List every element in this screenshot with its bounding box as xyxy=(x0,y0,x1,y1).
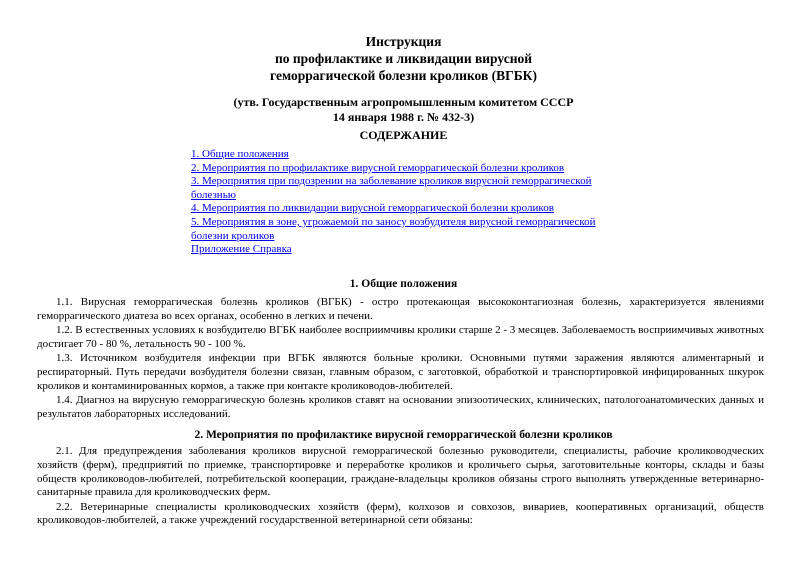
toc-link-threat-zone[interactable]: 5. Мероприятия в зоне, угрожаемой по заносу возбудителя вирусной геморрагической болезни кроликов xyxy=(191,215,596,242)
document-title xyxy=(0,33,807,84)
section-2-title: 2. Мероприятия по профилактике вирусной геморрагической болезни кроликов xyxy=(194,429,613,441)
approval-line: (утв. Государственным агропромышленным комитетом СССР xyxy=(233,95,574,109)
section-1-body xyxy=(37,296,764,422)
table-of-contents xyxy=(191,148,611,257)
toc-link-general[interactable]: 1. Общие положения xyxy=(191,148,289,160)
toc-link-prevention[interactable]: 2. Мероприятия по профилактике вирусной геморрагической болезни кроликов xyxy=(191,161,565,174)
toc-link-appendix[interactable]: Приложение Справка xyxy=(191,243,292,256)
paragraph: 2.2. Ветеринарные специалисты кролиководческих хозяйств (ферм), колхозов и совхозов, вивариев, кооперативных организаций, обществ кролиководов-любителей, а также учреждений государственной ветеринарной сети обязаны: xyxy=(37,500,764,527)
section-1-title: 1. Общие положения xyxy=(349,278,458,290)
section-2-body xyxy=(37,445,764,529)
title-line: Инструкция xyxy=(365,34,442,49)
paragraph: 1.4. Диагноз на вирусную геморрагическую болезнь кроликов ставят на основании эпизоотических, клинических, патологоанатомических данных и результатов лабораторных исследований. xyxy=(37,394,764,420)
toc-heading: СОДЕРЖАНИЕ xyxy=(359,128,448,142)
paragraph: 1.1. Вирусная геморрагическая болезнь кроликов (ВГБК) - остро протекающая высококонтагиозная болезнь, характеризуется явлениями геморрагического диатеза во всех органах, особенно в легких и печени. xyxy=(37,296,764,322)
title-line: геморрагической болезни кроликов (ВГБК) xyxy=(270,68,537,83)
approval-note xyxy=(0,95,807,125)
toc-link-liquidation[interactable]: 4. Мероприятия по ликвидации вирусной геморрагической болезни кроликов xyxy=(191,202,554,215)
paragraph: 2.1. Для предупреждения заболевания кроликов вирусной геморрагической болезнью руководители, специалисты, рабочие кролиководческих хозяйств (ферм), предприятий по приемке, транспортировке и переработке кроликов и кроличьего сырья, заготовительные конторы, склады и базы обществ кролиководов-любителей, потребительской кооперации, граждане-владельцы кроликов обязаны строго выполнять утвержденные ветеринарно-санитарные правила для кролиководческих ферм. xyxy=(37,445,764,499)
toc-link-suspicion[interactable]: 3. Мероприятия при подозрении на заболевание кроликов вирусной геморрагической болезнью xyxy=(191,175,592,201)
approval-line: 14 января 1988 г. № 432-3) xyxy=(332,110,475,124)
paragraph: 1.2. В естественных условиях к возбудителю ВГБК наиболее восприимчивы кролики старше 2 - 3 месяцев. Заболеваемость восприимчивых животных достигает 70 - 80 %, летальность 90 - 100 %. xyxy=(37,324,764,350)
title-line: по профилактике и ликвидации вирусной xyxy=(274,51,533,66)
paragraph: 1.3. Источником возбудителя инфекции при ВГБК являются больные кролики. Основными путями заражения являются алиментарный и респираторный. Путь передачи возбудителя болезни связан, главным образом, с заготовкой, обработкой и транспортировкой инфицированных шкурок кроликов и контаминированных кормов, а также при контакте кролиководов-любителей. xyxy=(37,352,764,392)
